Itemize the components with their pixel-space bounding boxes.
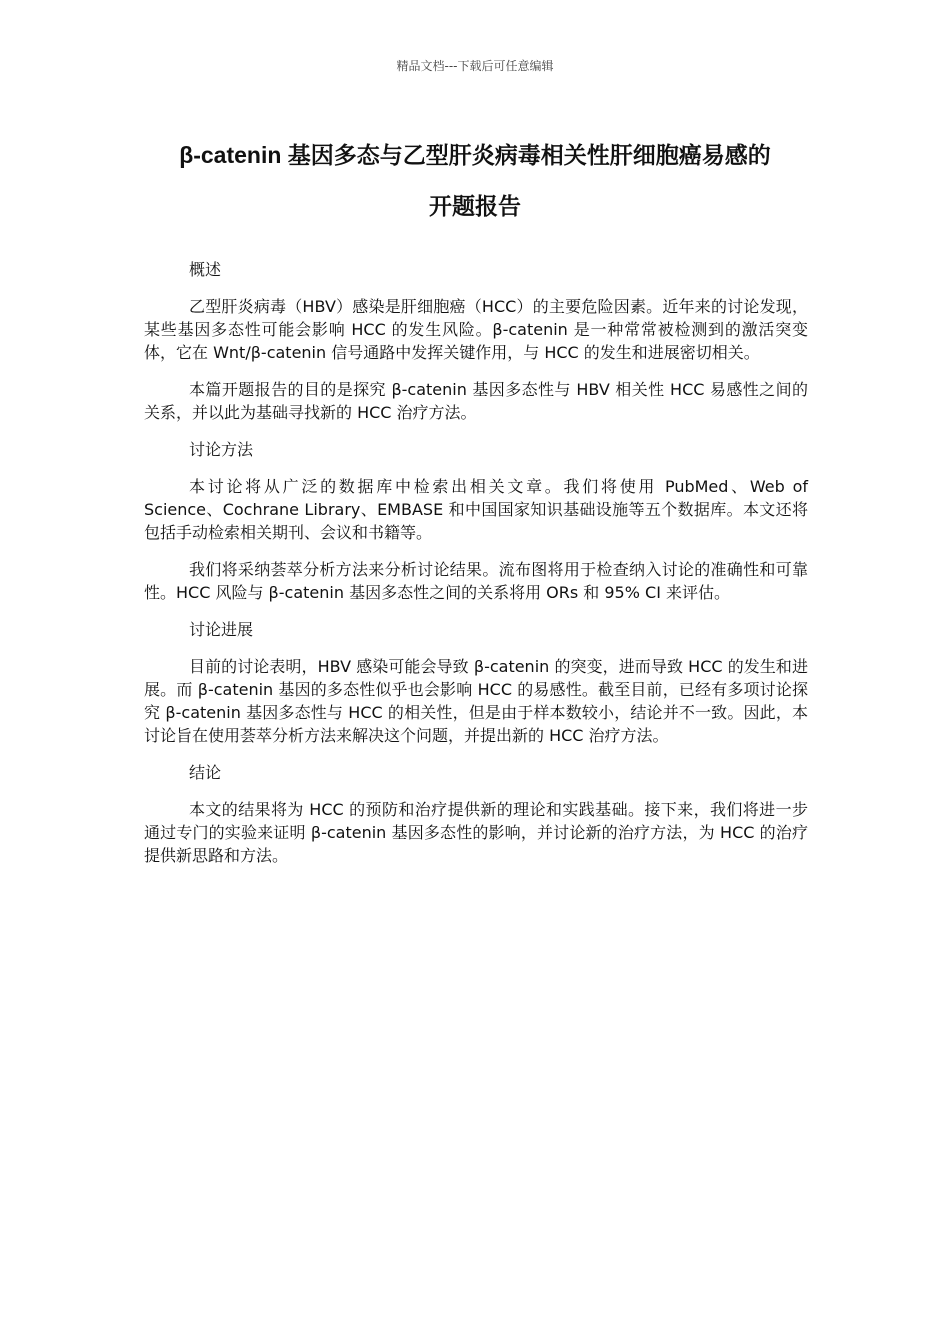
document-title-line-2: 开题报告 [429,193,521,219]
section-heading-conclusion: 结论 [189,763,222,782]
paragraph-progress-1: 目前的讨论表明，HBV 感染可能会导致 β-catenin 的突变，进而导致 HCC 的发生和进展。而 β-catenin 基因的多态性似乎也会影响 HCC 的易感性。截至目前，已经有多项讨论探究 β-catenin 基因多态性与 HCC 的相关性，但是由于样本数较小，结论并不一致。因此，本讨论旨在使用荟萃分析方法来解决这个问题，并提出新的 HCC 治疗方法。 [144,657,808,745]
section-heading-methods: 讨论方法 [189,440,254,459]
paragraph-overview-2: 本篇开题报告的目的是探究 β-catenin 基因多态性与 HBV 相关性 HCC 易感性之间的关系，并以此为基础寻找新的 HCC 治疗方法。 [144,380,808,422]
section-heading-overview: 概述 [189,260,222,279]
document-title-line-1: β-catenin 基因多态与乙型肝炎病毒相关性肝细胞癌易感的 [179,142,771,168]
paragraph-overview-1: 乙型肝炎病毒（HBV）感染是肝细胞癌（HCC）的主要危险因素。近年来的讨论发现，某些基因多态性可能会影响 HCC 的发生风险。β-catenin 是一种常常被检测到的激活突变体，它在 Wnt/β-catenin 信号通路中发挥关键作用，与 HCC 的发生和进展密切相关。 [144,297,808,362]
paragraph-methods-2: 我们将采纳荟萃分析方法来分析讨论结果。流布图将用于检查纳入讨论的准确性和可靠性。HCC 风险与 β-catenin 基因多态性之间的关系将用 ORs 和 95% CI 来评估。 [144,560,808,602]
document-body [144,258,808,881]
section-heading-progress: 讨论进展 [189,620,254,639]
paragraph-methods-1: 本讨论将从广泛的数据库中检索出相关文章。我们将使用 PubMed、Web of Science、Cochrane Library、EMBASE 和中国国家知识基础设施等五个数据库。本文还将包括手动检索相关期刊、会议和书籍等。 [144,477,808,542]
header-watermark: 精品文档---下载后可任意编辑 [396,59,554,73]
paragraph-conclusion-1: 本文的结果将为 HCC 的预防和治疗提供新的理论和实践基础。接下来，我们将进一步通过专门的实验来证明 β-catenin 基因多态性的影响，并讨论新的治疗方法，为 HCC 的治疗提供新思路和方法。 [144,800,808,865]
